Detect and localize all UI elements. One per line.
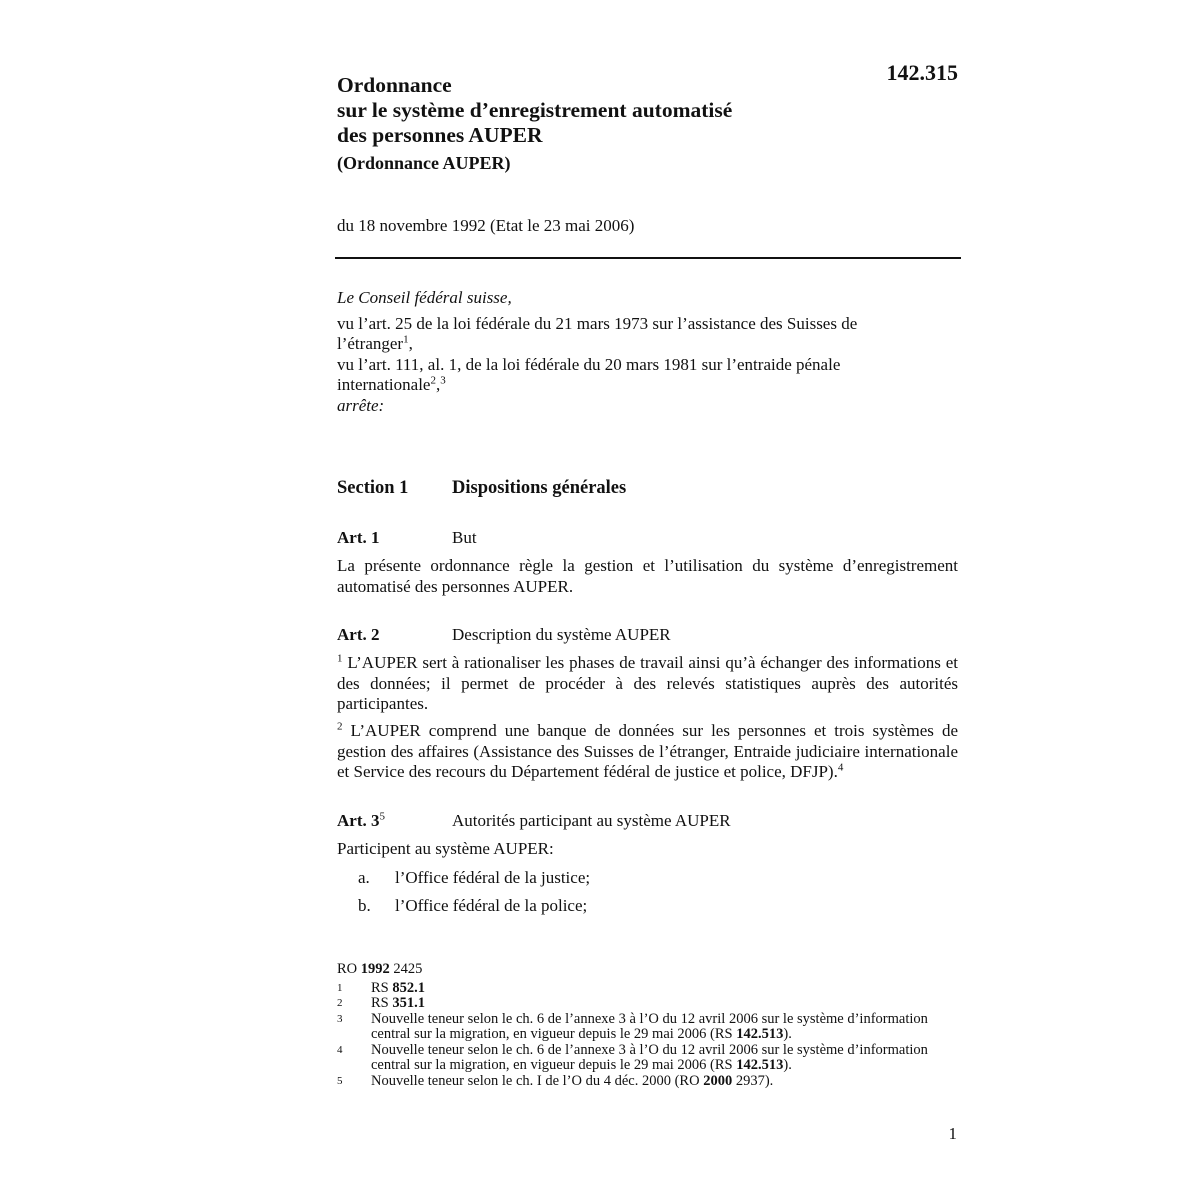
short-title: (Ordonnance AUPER) xyxy=(337,153,511,173)
article-title: But xyxy=(452,528,477,547)
article-3-intro: Participent au système AUPER: xyxy=(337,839,554,858)
footnote-5: 5 Nouvelle teneur selon le ch. I de l’O du 4 déc. 2000 (RO 2000 2937). xyxy=(337,1072,774,1089)
preamble-authority: Le Conseil fédéral suisse, xyxy=(337,288,512,307)
document-title xyxy=(337,73,732,148)
list-item-text: l’Office fédéral de la justice; xyxy=(395,868,591,887)
article-1-text: La présente ordonnance règle la gestion et l’utilisation du système d’enregistrement automatisé des personnes AUPER. xyxy=(337,556,958,596)
list-item-text: l’Office fédéral de la police; xyxy=(395,896,588,915)
section-number: Section 1 xyxy=(337,478,409,498)
preamble-basis-2: vu l’art. 111, al. 1, de la loi fédérale du 20 mars 1981 sur l’entraide pénale xyxy=(337,354,841,374)
article-2-paragraph-2: $^2$ L’AUPER comprend une banque de données sur les personnes et trois systèmes de gestion des affaires (Assistance des Suisses de l’étranger, Entraide judiciaire internationale et Service des recours du Département fédéral de justice et police, DFJP).$^4$ xyxy=(337,720,958,781)
preamble-basis-1-cont: l’étranger$^1$, xyxy=(337,333,413,353)
article-2-heading xyxy=(337,625,671,645)
title-line-3: des personnes AUPER xyxy=(337,123,543,147)
footnote-ref-1[interactable]: 1 xyxy=(403,333,409,346)
footnote-2: 2 RS 351.1 xyxy=(337,995,425,1011)
header-divider xyxy=(335,257,961,259)
document-number: 142.315 xyxy=(886,60,958,85)
preamble xyxy=(337,288,959,416)
article-3-heading xyxy=(337,811,731,831)
list-item-label: b. xyxy=(358,896,371,915)
article-title: Autorités participant au système AUPER xyxy=(452,811,731,830)
footnote-1: 1 RS 852.1 xyxy=(337,979,425,996)
document-date: du 18 novembre 1992 (Etat le 23 mai 2006) xyxy=(337,216,635,235)
section-heading xyxy=(337,478,626,499)
preamble-basis-2-cont: internationale$^2$,$^3$ xyxy=(337,374,446,394)
list-item-label: a. xyxy=(358,868,370,887)
footnote-ref-4[interactable]: 4 xyxy=(837,761,844,774)
paragraph-number: 2 xyxy=(337,720,343,733)
paragraph-number: 1 xyxy=(337,652,343,665)
list-item xyxy=(358,896,587,916)
list-item xyxy=(358,868,590,888)
preamble-basis-1: vu l’art. 25 de la loi fédérale du 21 mars 1973 sur l’assistance des Suisses de xyxy=(337,313,858,333)
footnote-ref-5[interactable]: 5 xyxy=(379,810,385,823)
article-2-paragraph-1: $^1$ L’AUPER sert à rationaliser les phases de travail ainsi qu’à échanger des informations et des données; il permet de procéder à des relevés statistiques auprès des autorités participantes. xyxy=(337,652,958,713)
footnote-3: 3 Nouvelle teneur selon le ch. 6 de l’annexe 3 à l’O du 12 avril 2006 sur le système d’information central sur la migration, en vigueur depuis le 29 mai 2006 (RS 142.513). xyxy=(337,1010,928,1042)
page-number: 1 xyxy=(948,1124,957,1143)
article-number: Art. $3^5$ xyxy=(337,810,385,830)
preamble-decree: arrête: xyxy=(337,395,385,415)
title-line-2: sur le système d’enregistrement automatisé xyxy=(337,98,733,122)
article-title: Description du système AUPER xyxy=(452,625,671,644)
footnote-ref-3[interactable]: 3 xyxy=(440,374,446,387)
footnote-ro: RO 1992 2425 xyxy=(337,961,423,977)
title-line-1: Ordonnance xyxy=(337,73,452,97)
article-number: Art. 1 xyxy=(337,528,380,547)
section-title: Dispositions générales xyxy=(452,478,627,498)
article-1-heading xyxy=(337,528,477,548)
article-number: Art. 2 xyxy=(337,625,380,644)
footnote-4: 4 Nouvelle teneur selon le ch. 6 de l’annexe 3 à l’O du 12 avril 2006 sur le système d’information central sur la migration, en vigueur depuis le 29 mai 2006 (RS 142.513). xyxy=(337,1041,928,1073)
footnotes xyxy=(337,962,962,1089)
footnote-ref-2[interactable]: 2 xyxy=(430,374,436,387)
